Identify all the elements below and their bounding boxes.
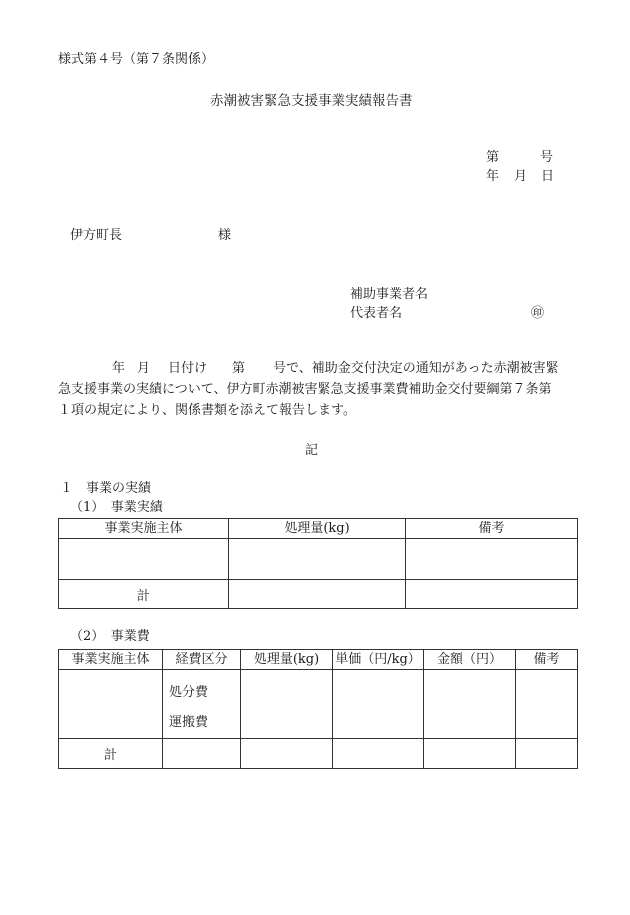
category-transport-cost: 運搬費 <box>169 715 209 730</box>
doc-number-go: 号 <box>540 150 554 165</box>
table2-header-remarks: 備考 <box>516 650 578 670</box>
form-number: 様式第４号（第７条関係） <box>58 52 215 67</box>
body-line3: １項の規定により、関係書類を添えて報告します。 <box>58 403 356 418</box>
addressee-honorific: 様 <box>218 228 232 243</box>
table2-category-cell <box>163 670 241 739</box>
table2-header-amount: 処理量(kg) <box>241 650 333 670</box>
table-business-expenses <box>58 649 578 769</box>
table2-total-remarks-cell[interactable] <box>516 739 578 769</box>
date-year: 年 <box>486 169 500 184</box>
seal-mark: ㊞ <box>531 306 545 321</box>
table2-header-cost: 金額（円） <box>424 650 516 670</box>
table1-amount-cell[interactable] <box>229 539 406 580</box>
table2-amount-cell[interactable] <box>241 670 333 739</box>
date-day: 日 <box>541 169 555 184</box>
category-disposal-cost: 処分費 <box>169 685 209 700</box>
document-title: 赤潮被害緊急支援事業実績報告書 <box>210 93 413 109</box>
table2-header-row <box>59 650 578 670</box>
table2-entity-cell[interactable] <box>59 670 163 739</box>
ki-marker: 記 <box>305 443 319 458</box>
table1-total-label: 計 <box>59 580 229 609</box>
table2-total-amount-cell[interactable] <box>241 739 333 769</box>
addressee-name: 伊方町長 <box>70 228 123 243</box>
table2-header-unit-price: 単価（円/kg） <box>333 650 424 670</box>
table1-entity-cell[interactable] <box>59 539 229 580</box>
table2-header-entity: 事業実施主体 <box>59 650 163 670</box>
table1-header-amount: 処理量(kg) <box>229 519 406 539</box>
table1-total-amount-cell[interactable] <box>229 580 406 609</box>
table1-remarks-cell[interactable] <box>406 539 578 580</box>
body-line1: 号で、補助金交付決定の通知があった赤潮被害緊 <box>273 361 559 376</box>
table2-remarks-cell[interactable] <box>516 670 578 739</box>
table2-total-cost-cell[interactable] <box>424 739 516 769</box>
section1-heading: １ 事業の実績 <box>60 481 152 496</box>
table1-header-entity: 事業実施主体 <box>59 519 229 539</box>
table2-header-category: 経費区分 <box>163 650 241 670</box>
table1-caption: （1） 事業実績 <box>70 500 163 515</box>
table2-total-category-cell[interactable] <box>163 739 241 769</box>
body-month: 月 <box>137 361 151 376</box>
table1-data-row <box>59 539 578 580</box>
table1-total-remarks-cell[interactable] <box>406 580 578 609</box>
table2-data-row <box>59 670 578 739</box>
table2-total-label: 計 <box>59 739 163 769</box>
doc-number-dai: 第 <box>486 150 500 165</box>
business-name-label: 補助事業者名 <box>350 287 429 302</box>
table1-total-row <box>59 580 578 609</box>
table2-caption: （2） 事業費 <box>70 629 150 644</box>
table1-header-row <box>59 519 578 539</box>
date-month: 月 <box>514 169 528 184</box>
table2-total-row <box>59 739 578 769</box>
table2-unit-price-cell[interactable] <box>333 670 424 739</box>
body-dated: 日付け <box>168 361 208 376</box>
body-line2: 急支援事業の実績について、伊方町赤潮被害緊急支援事業費補助金交付要綱第７条第 <box>58 382 552 397</box>
table1-header-remarks: 備考 <box>406 519 578 539</box>
table-business-results <box>58 518 578 609</box>
table2-total-unit-price-cell[interactable] <box>333 739 424 769</box>
representative-label: 代表者名 <box>350 306 403 321</box>
body-dai: 第 <box>232 361 246 376</box>
table2-cost-cell[interactable] <box>424 670 516 739</box>
body-year: 年 <box>112 361 126 376</box>
